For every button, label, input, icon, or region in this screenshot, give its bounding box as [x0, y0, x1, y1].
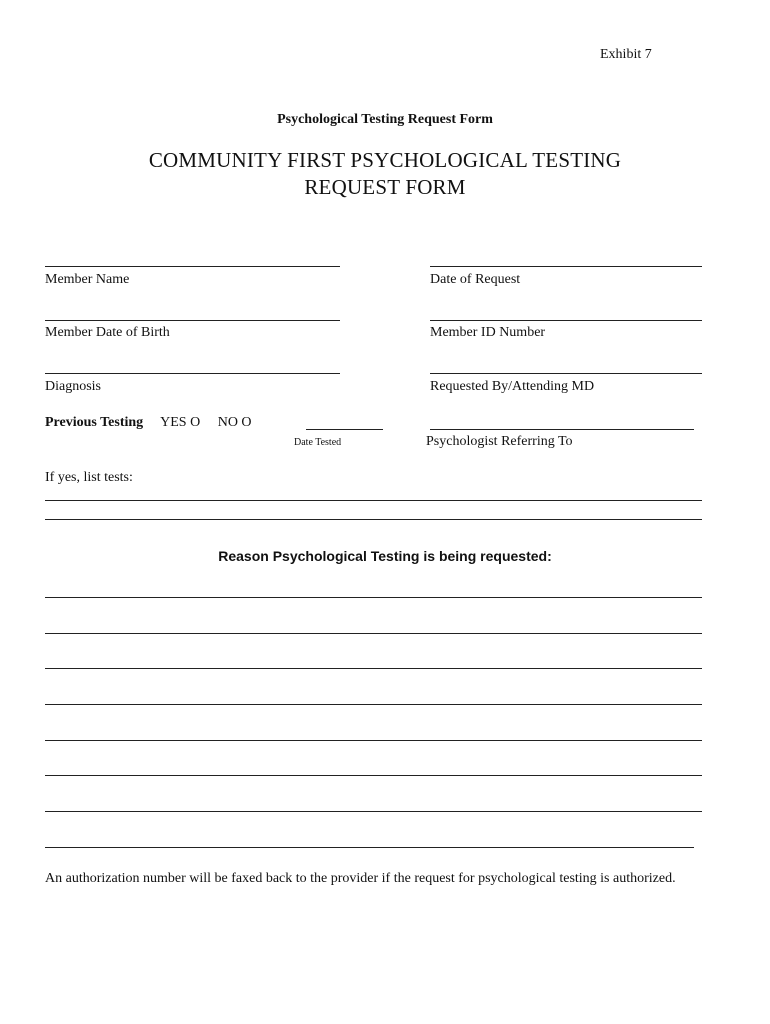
form-title-line1: COMMUNITY FIRST PSYCHOLOGICAL TESTING [148, 148, 622, 172]
reason-line-6[interactable] [45, 775, 702, 776]
date-tested-field[interactable] [306, 429, 383, 430]
no-option[interactable]: NO O [217, 415, 252, 430]
requested-by-label: Requested By/Attending MD [430, 379, 595, 394]
reason-line-8[interactable] [45, 847, 694, 848]
reason-line-2[interactable] [45, 633, 702, 634]
reason-heading: Reason Psychological Testing is being requested: [218, 548, 552, 564]
member-id-field[interactable] [430, 320, 702, 321]
form-subtitle: Psychological Testing Request Form [277, 112, 493, 127]
member-dob-field[interactable] [45, 320, 340, 321]
reason-line-7[interactable] [45, 811, 702, 812]
date-tested-label: Date Tested [294, 437, 342, 448]
psychologist-referring-label: Psychologist Referring To [426, 434, 573, 449]
previous-testing-row [45, 415, 266, 431]
form-title-line2: REQUEST FORM [304, 175, 466, 199]
form-title [0, 147, 770, 201]
reason-line-4[interactable] [45, 704, 702, 705]
yes-option[interactable]: YES O [160, 415, 201, 430]
exhibit-label: Exhibit 7 [600, 47, 652, 62]
requested-by-field[interactable] [430, 373, 702, 374]
diagnosis-label: Diagnosis [45, 379, 101, 394]
if-yes-list-label: If yes, list tests: [45, 470, 133, 485]
previous-testing-label: Previous Testing [45, 415, 144, 430]
date-of-request-label: Date of Request [430, 272, 521, 287]
diagnosis-field[interactable] [45, 373, 340, 374]
member-name-field[interactable] [45, 266, 340, 267]
tests-line-2[interactable] [45, 519, 702, 520]
reason-line-3[interactable] [45, 668, 702, 669]
date-of-request-field[interactable] [430, 266, 702, 267]
reason-line-1[interactable] [45, 597, 702, 598]
tests-line-1[interactable] [45, 500, 702, 501]
psychologist-referring-field[interactable] [430, 429, 694, 430]
authorization-note: An authorization number will be faxed back to the provider if the request for psychological testing is authorized. [45, 871, 676, 886]
member-name-label: Member Name [45, 272, 130, 287]
member-dob-label: Member Date of Birth [45, 325, 170, 340]
reason-line-5[interactable] [45, 740, 702, 741]
member-id-label: Member ID Number [430, 325, 546, 340]
